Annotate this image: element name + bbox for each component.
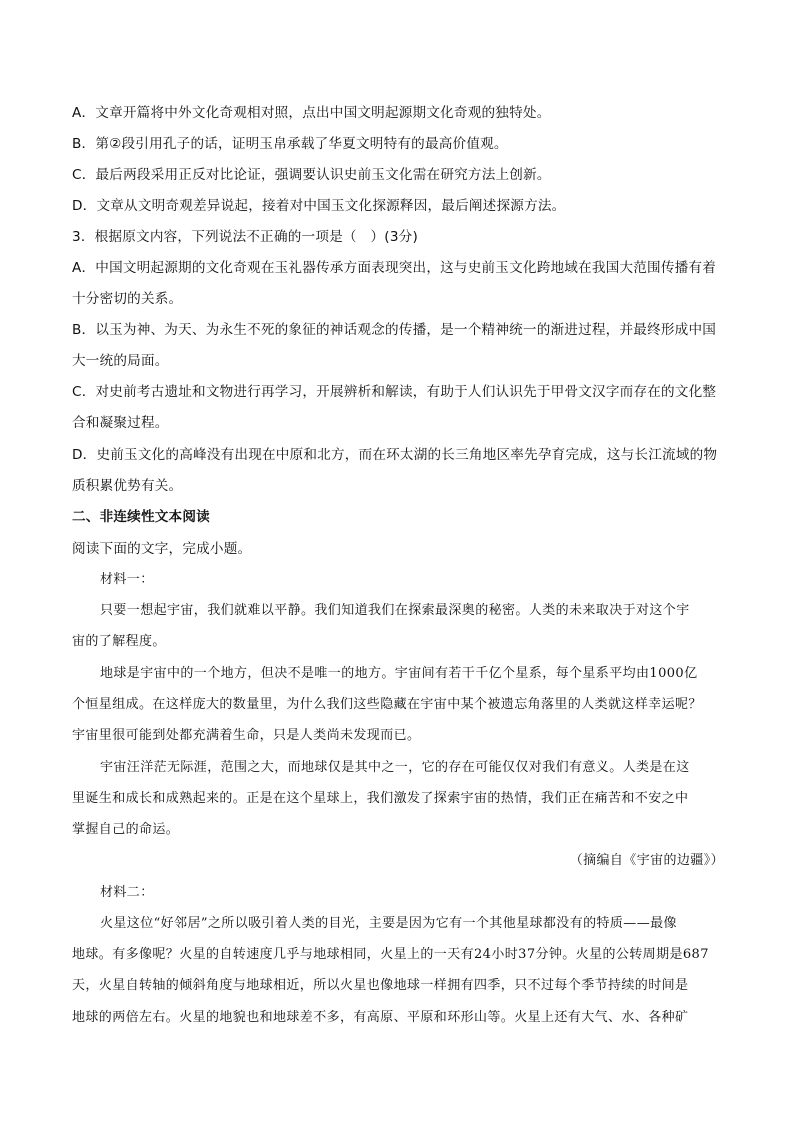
source-citation: （摘编自《宇宙的边疆》） [569,853,724,868]
material-one-label: 材料一： [100,572,154,587]
material-two-label: 材料二： [100,885,154,900]
material-two-p1-line2: 地球。有多像呢？火星的自转速度几乎与地球相同，火星上的一天有24小时37分钟。火星的公转周期是687 [72,947,709,962]
option-b-structure: B．第②段引用孔子的话，证明玉帛承载了华夏文明特有的最高价值观。 [72,136,508,152]
option-c-structure: C．最后两段采用正反对比论证，强调要认识史前玉文化需在研究方法上创新。 [72,167,551,183]
material-one-p1-line2: 宙的了解程度。 [72,634,166,649]
material-one-p3-line1: 宇宙汪洋茫无际涯，范围之大，而地球仅是其中之一，它的存在可能仅仅对我们有意义。人类是在这 [100,760,690,775]
section-heading: 二、非连续性文本阅读 [72,509,210,525]
q3-option-b-line2: 大一统的局面。 [72,353,169,369]
q3-option-a-line1: A．中国文明起源期的文化奇观在玉礼器传承方面表现突出，这与史前玉文化跨地域在我国大范围传播有着 [72,260,717,276]
material-two-p1-line3: 天，火星自转轴的倾斜角度与地球相近，所以火星也像地球一样拥有四季，只不过每个季节持续的时间是 [72,978,689,993]
option-a-structure: A．文章开篇将中外文化奇观相对照，点出中国文明起源期文化奇观的独特处。 [72,105,551,121]
q3-option-d-line2: 质积累优势有关。 [72,478,183,494]
option-d-structure: D．文章从文明奇观差异说起，接着对中国玉文化探源释因，最后阐述探源方法。 [72,198,566,214]
material-one-p1-line1: 只要一想起宇宙，我们就难以平静。我们知道我们在探索最深奥的秘密。人类的未来取决于对这个宇 [100,603,690,618]
q3-option-c-line2: 合和凝聚过程。 [72,415,169,431]
material-one-p2-line2: 个恒星组成。在这样庞大的数量里，为什么我们这些隐藏在宇宙中某个被遗忘角落里的人类就这样幸运呢？ [72,697,702,712]
material-one-p2-line1: 地球是宇宙中的一个地方，但决不是唯一的地方。宇宙间有若干千亿个星系，每个星系平均由1000亿 [100,666,698,681]
material-one-p3-line3: 掌握自己的命运。 [72,822,180,837]
q3-option-a-line2: 十分密切的关系。 [72,291,183,307]
q3-option-c-line1: C．对史前考古遗址和文物进行再学习，开展辨析和解读，有助于人们认识先于甲骨文汉字而存在的文化整 [72,384,717,400]
reading-instruction: 阅读下面的文字，完成小题。 [72,541,252,557]
material-two-p1-line4: 地球的两倍左右。火星的地貌也和地球差不多，有高原、平原和环形山等。火星上还有大气、水、各种矿 [72,1010,689,1025]
material-one-p3-line2: 里诞生和成长和成熟起来的。正是在这个星球上，我们激发了探索宇宙的热情，我们正在痛苦和不安之中 [72,791,689,806]
material-one-p2-line3: 宇宙里很可能到处都充满着生命，只是人类尚未发现而已。 [72,728,421,743]
q3-option-d-line1: D．史前玉文化的高峰没有出现在中原和北方，而在环太湖的长三角地区率先孕育完成，这与长江流域的物 [72,447,718,463]
material-two-p1-line1: 火星这位“好邻居”之所以吸引着人类的目光，主要是因为它有一个其他星球都没有的特质——最像 [100,916,677,931]
q3-option-b-line1: B．以玉为神、为天、为永生不死的象征的神话观念的传播，是一个精神统一的渐进过程，并最终形成中国 [72,322,717,338]
question-3: 3．根据原文内容，下列说法不正确的一项是（ ）(3分) [72,229,418,245]
